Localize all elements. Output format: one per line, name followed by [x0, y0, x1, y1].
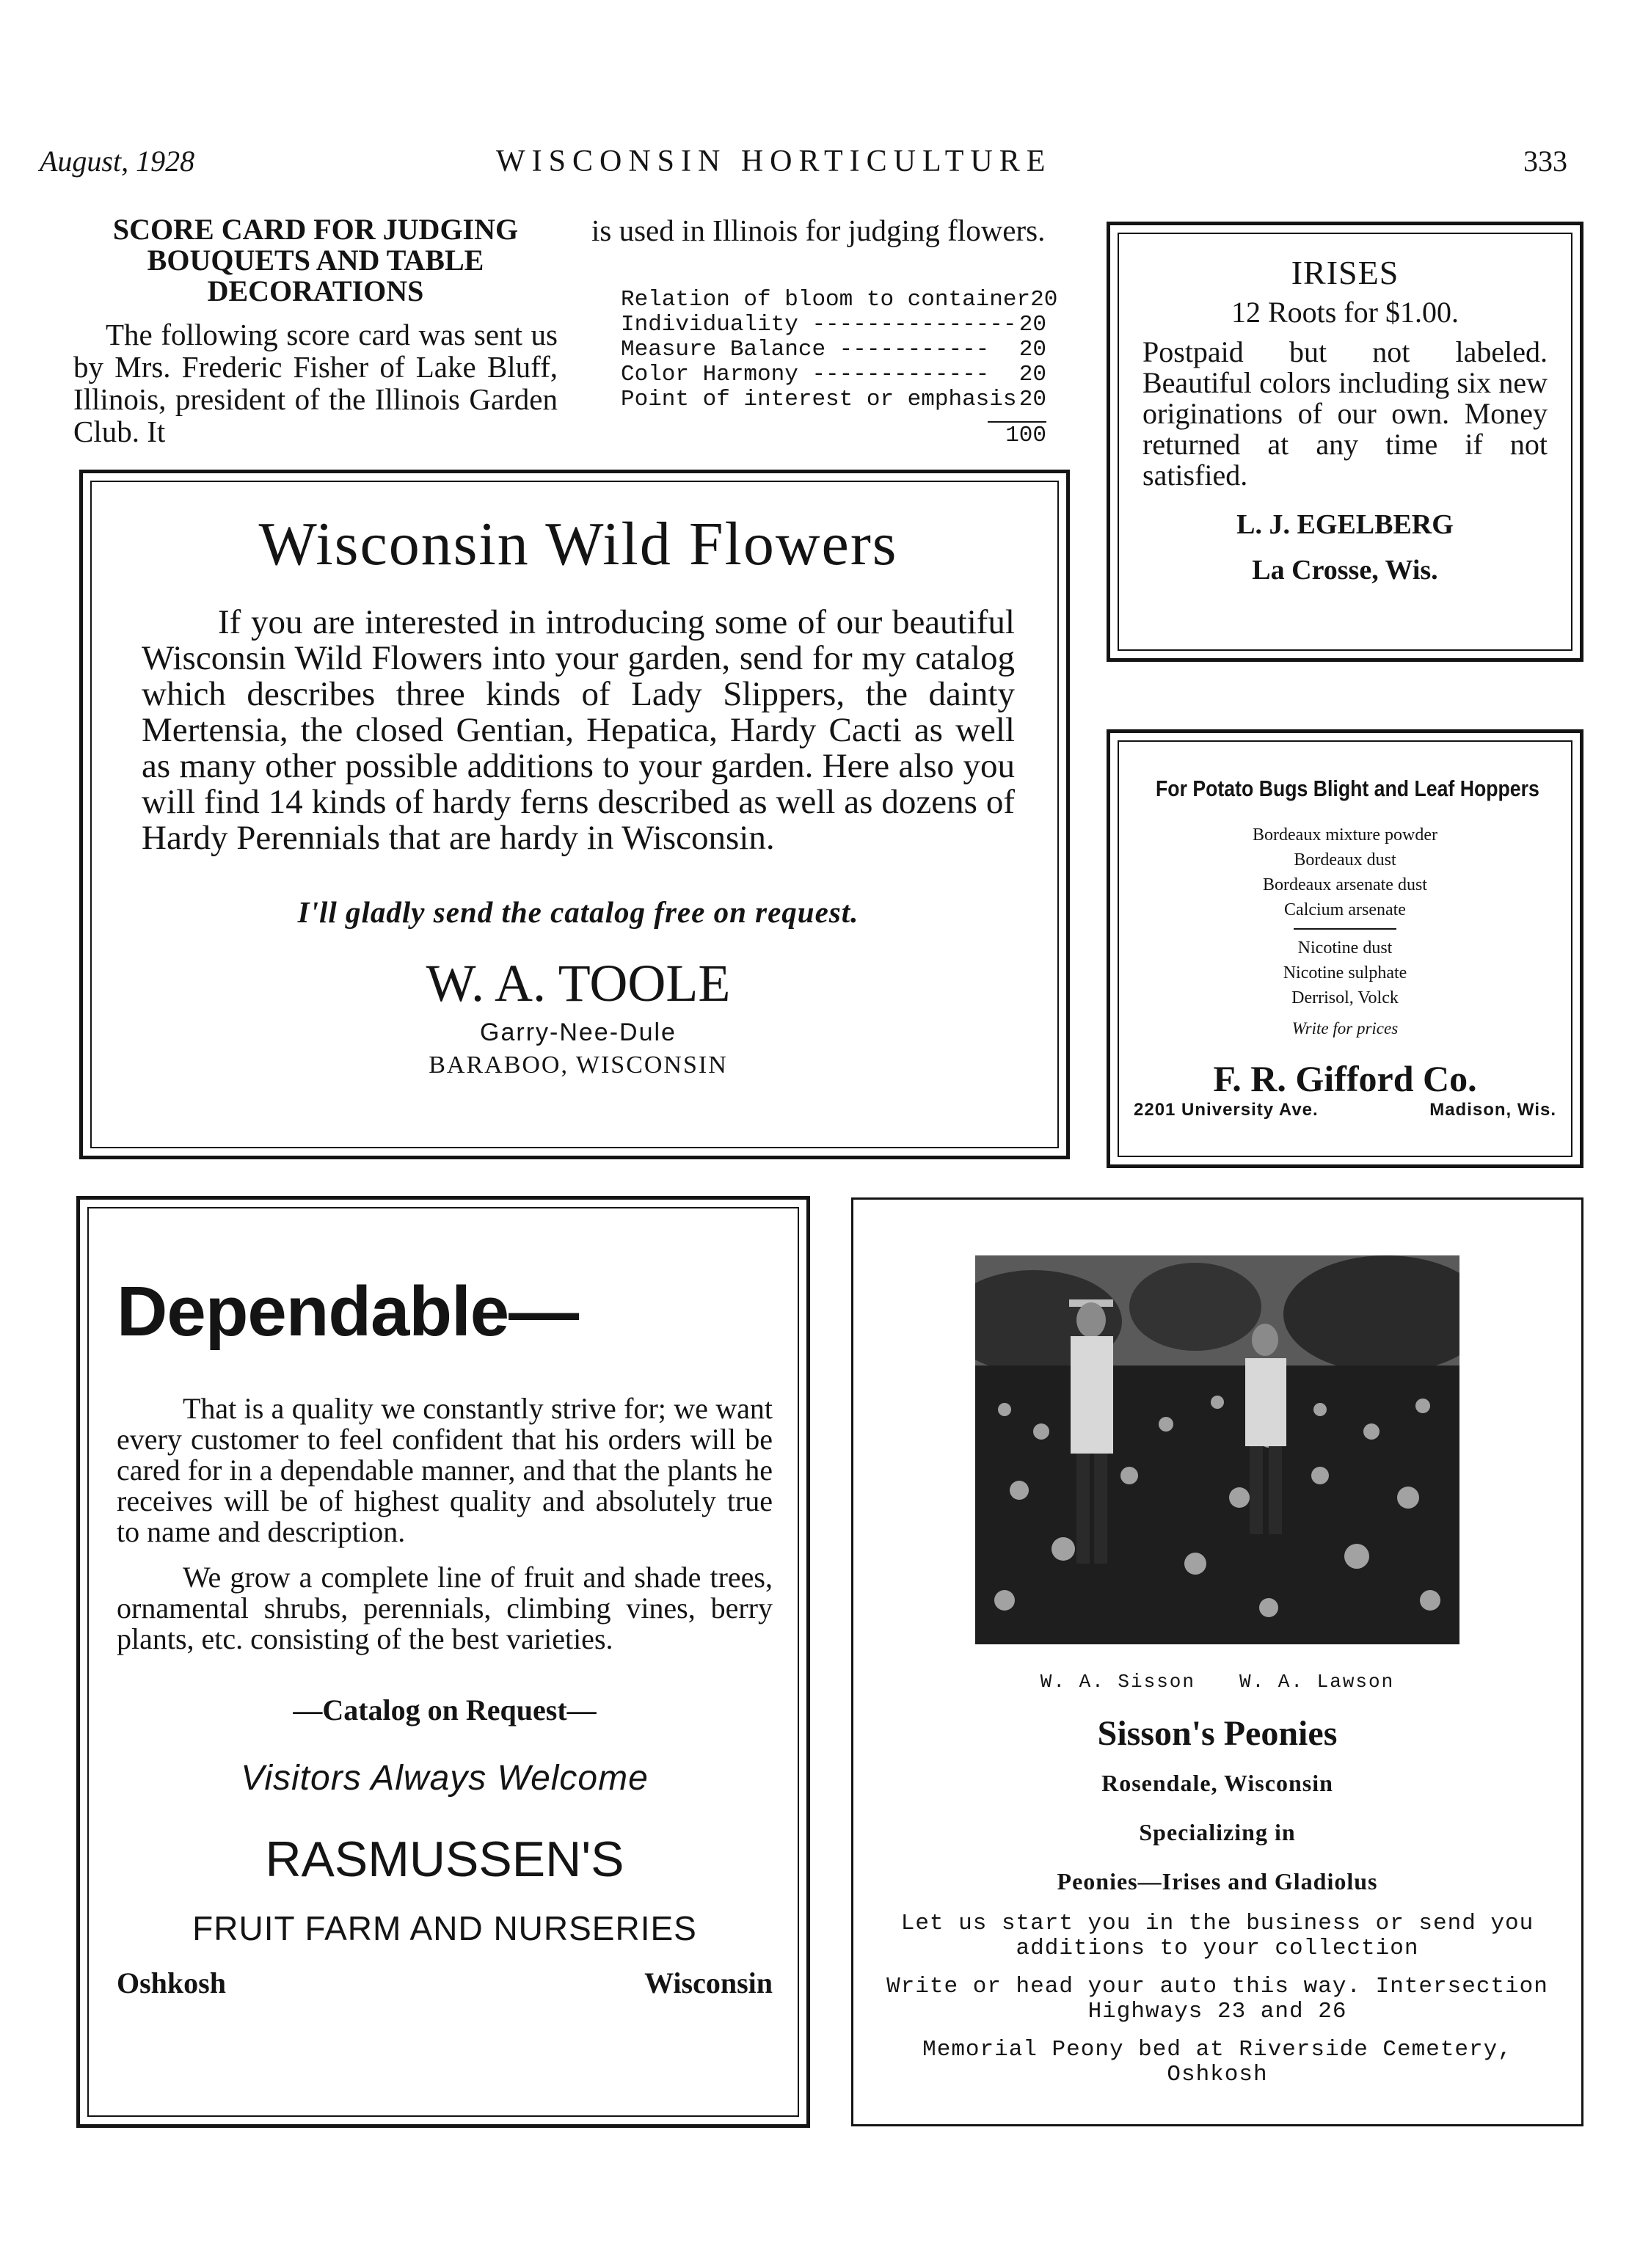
dependable-title: Dependable—	[117, 1272, 579, 1351]
dependable-ad	[76, 1196, 810, 2128]
irises-seller: L. J. EGELBERG	[1236, 509, 1454, 540]
wild-flowers-offer: I'll gladly send the catalog free on request.	[297, 895, 859, 929]
wild-flowers-farm: Garry-Nee-Dule	[480, 1018, 677, 1046]
price-note: Write for prices	[1291, 1019, 1399, 1038]
potato-bugs-ad	[1107, 729, 1583, 1168]
product-item: Bordeaux arsenate dust	[1263, 875, 1427, 894]
sisson-text: Write or head your auto this way. Intersection Highways 23 and 26	[886, 1974, 1548, 2024]
state: Wisconsin	[644, 1966, 773, 1999]
score-row	[621, 313, 1046, 338]
irises-place: La Crosse, Wis.	[1252, 555, 1438, 586]
sisson-specializing: Specializing in	[1139, 1819, 1296, 1845]
catalog-note: —Catalog on Request—	[293, 1693, 597, 1726]
score-row	[621, 338, 1046, 362]
dependable-paragraph: We grow a complete line of fruit and shade trees, ornamental shrubs, perennials, climbing vines, berry plants, etc. consisting of the best varieties.	[117, 1561, 773, 1655]
score-card-table	[621, 287, 1058, 412]
peony-field-photo	[975, 1255, 1459, 1644]
wild-flowers-place: BARABOO, WISCONSIN	[429, 1051, 728, 1079]
irises-ad	[1107, 222, 1583, 662]
journal-title: WISCONSIN HORTICULTURE	[496, 145, 1052, 178]
visitors-note: Visitors Always Welcome	[241, 1759, 649, 1798]
nursery-address	[117, 1966, 773, 2000]
wild-flowers-ad	[79, 470, 1070, 1159]
wild-flowers-seller: W. A. TOOLE	[426, 954, 731, 1013]
score-points: 20	[1018, 362, 1046, 387]
nursery-subtitle: FRUIT FARM AND NURSERIES	[192, 1909, 697, 1947]
photo-caption	[868, 1671, 1567, 1693]
wild-flowers-title: Wisconsin Wild Flowers	[258, 510, 898, 578]
product-item: Nicotine sulphate	[1283, 963, 1407, 982]
score-row	[621, 362, 1046, 387]
sisson-text: Memorial Peony bed at Riverside Cemetery, Oshkosh	[922, 2037, 1512, 2087]
score-label: Measure Balance -----------	[621, 337, 990, 362]
score-card-body: The following score card was sent us by Mrs. Frederic Fisher of Lake Bluff, Illinois, president of the Illinois Garden Club. It	[73, 318, 558, 448]
sisson-peonies-ad	[851, 1197, 1583, 2126]
nursery-name: RASMUSSEN'S	[265, 1831, 624, 1887]
sisson-place: Rosendale, Wisconsin	[1101, 1770, 1333, 1796]
potato-heading: For Potato Bugs Blight and Leaf Hoppers	[1156, 776, 1539, 801]
irises-text: Postpaid but not labeled. Beautiful colors including six new originations of our own. Money returned at any time if not satisfied.	[1142, 335, 1548, 492]
score-points: 20	[1018, 337, 1046, 362]
score-card-continuation: is used in Illinois for judging flowers.	[591, 214, 1046, 247]
city: Oshkosh	[117, 1966, 226, 1999]
sisson-name: Sisson's Peonies	[1097, 1714, 1338, 1753]
wild-flowers-body: If you are interested in introducing some of our beautiful Wisconsin Wild Flowers into your garden, send for my catalog which describes three kinds of Lady Slippers, the dainty Mertensia, the closed Gentian, Hepatica, Hardy Cacti as well as many other possible additions to your garden. Here also you will find 14 kinds of hardy ferns described as well as dozens of Hardy Perennials that are hardy in Wisconsin.	[142, 603, 1015, 857]
product-item: Bordeaux mixture powder	[1253, 825, 1437, 845]
score-points: 20	[1030, 287, 1058, 313]
product-item: Bordeaux dust	[1294, 850, 1396, 869]
dependable-paragraph: That is a quality we constantly strive for; we want every customer to feel confident that his orders will be cared for in a dependable manner, and that the plants he receives will be of highest quality and absolutely true to name and description.	[117, 1392, 773, 1548]
issue-date: August, 1928	[40, 145, 195, 178]
product-item: Nicotine dust	[1297, 938, 1393, 958]
product-item: Calcium arsenate	[1284, 900, 1406, 919]
product-item: Derrisol, Volck	[1291, 988, 1399, 1007]
sisson-text: Let us start you in the business or send you additions to your collection	[900, 1911, 1534, 1961]
score-total: 100	[1005, 423, 1046, 448]
score-label: Point of interest or emphasis	[621, 387, 1017, 412]
score-points: 20	[1018, 387, 1046, 412]
score-card-title: SCORE CARD FOR JUDGING BOUQUETS AND TABLE DECORATIONS	[112, 213, 519, 307]
divider	[1294, 928, 1396, 930]
page-number: 333	[1523, 145, 1567, 178]
city: Madison, Wis.	[1429, 1100, 1556, 1120]
product-list	[1125, 823, 1565, 1010]
street-address: 2201 University Ave.	[1134, 1100, 1319, 1120]
irises-heading: IRISES	[1291, 254, 1399, 291]
caption-left: W. A. Sisson	[1040, 1671, 1195, 1693]
sisson-flowers: Peonies—Irises and Gladiolus	[1057, 1868, 1378, 1895]
potato-address	[1125, 1100, 1565, 1120]
score-label: Individuality ---------------	[621, 312, 1017, 338]
caption-right: W. A. Lawson	[1239, 1671, 1395, 1693]
score-label: Color Harmony -------------	[621, 362, 990, 387]
irises-offer: 12 Roots for $1.00.	[1231, 296, 1459, 329]
score-points: 20	[1018, 312, 1046, 338]
potato-company: F. R. Gifford Co.	[1213, 1058, 1477, 1099]
score-row	[621, 287, 1058, 313]
score-label: Relation of bloom to container	[621, 287, 1031, 313]
score-row	[621, 387, 1046, 412]
